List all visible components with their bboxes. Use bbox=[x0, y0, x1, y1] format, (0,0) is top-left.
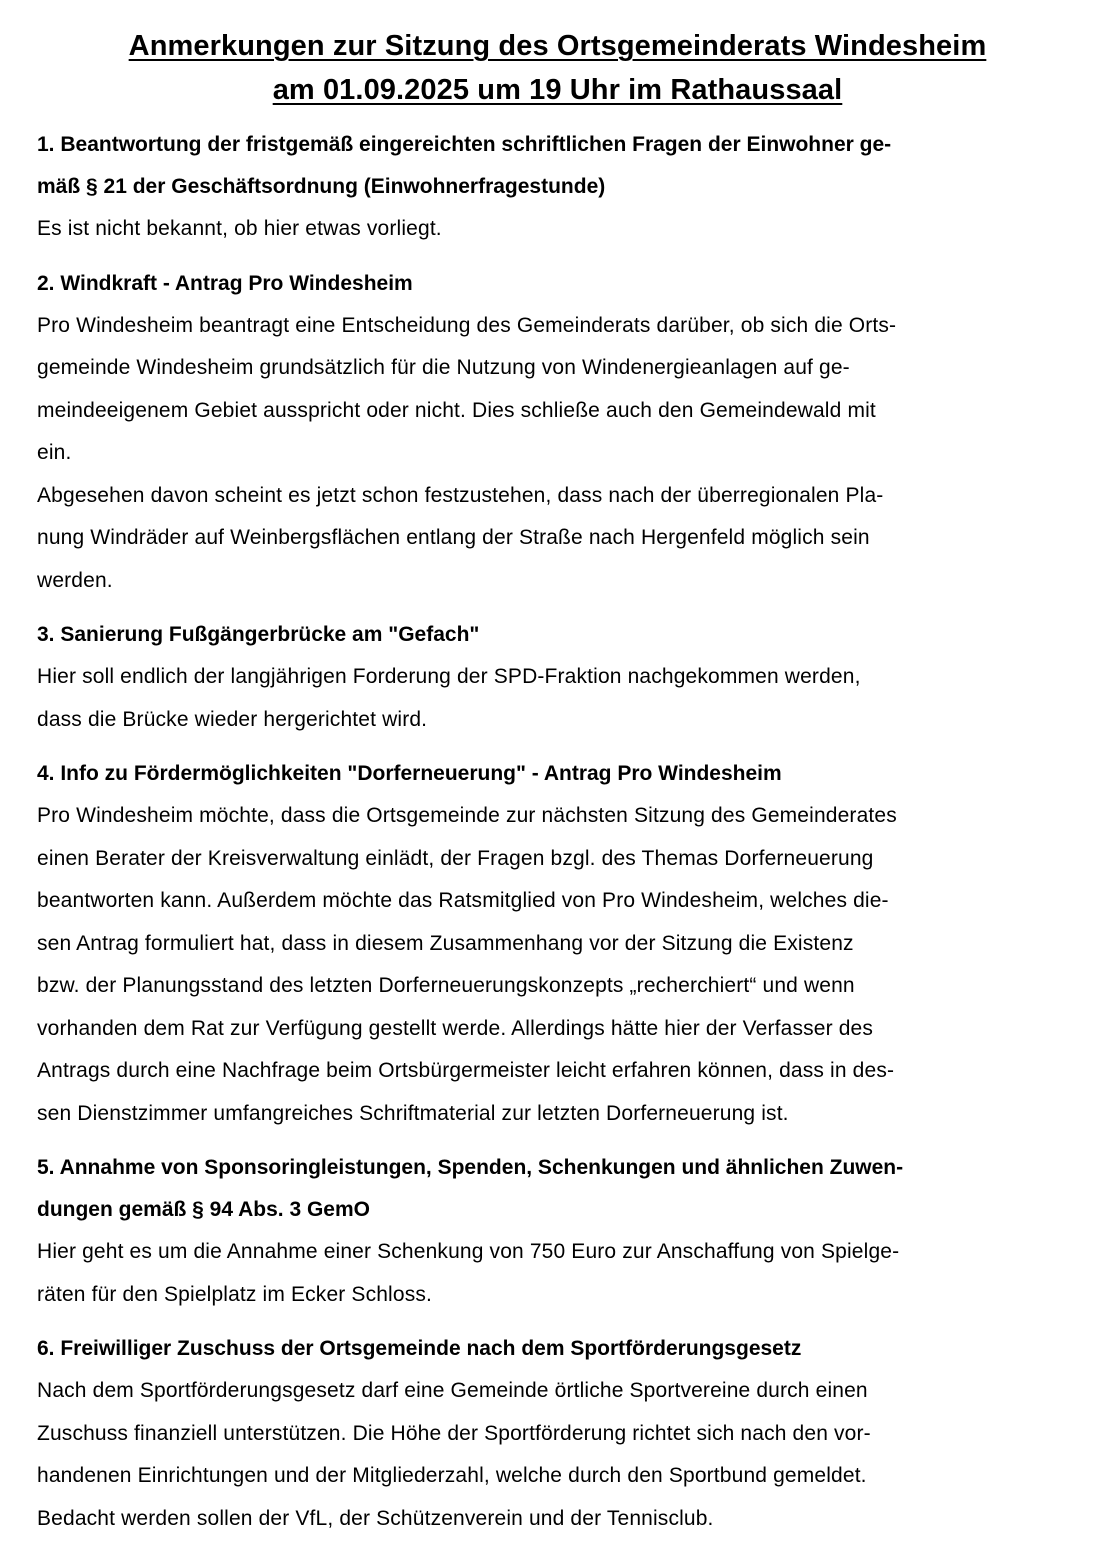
agenda-item-4 bbox=[37, 753, 1078, 1135]
body-line: handenen Einrichtungen und der Mitgliederzahl, welche durch den Sportbund gemeldet. bbox=[37, 1464, 867, 1487]
body-line: ein. bbox=[37, 441, 72, 464]
agenda-item-heading bbox=[37, 753, 1078, 795]
document-title bbox=[37, 24, 1078, 112]
body-line: Abgesehen davon scheint es jetzt schon festzustehen, dass nach der überregionalen Pla- bbox=[37, 483, 884, 507]
agenda-item-3 bbox=[37, 614, 1078, 741]
body-line: Nach dem Sportförderungsgesetz darf eine Gemeinde örtliche Sportvereine durch einen bbox=[37, 1379, 868, 1402]
heading-line: 3. Sanierung Fußgängerbrücke am "Gefach" bbox=[37, 623, 480, 646]
agenda-item-5 bbox=[37, 1147, 1078, 1316]
title-line-2: am 01.09.2025 um 19 Uhr im Rathaussaal bbox=[272, 74, 843, 106]
agenda-item-heading bbox=[37, 614, 1078, 656]
body-line: gemeinde Windesheim grundsätzlich für die Nutzung von Windenergieanlagen auf ge- bbox=[37, 356, 850, 379]
body-line: werden. bbox=[37, 568, 113, 592]
body-line: Hier geht es um die Annahme einer Schenkung von 750 Euro zur Anschaffung von Spielge- bbox=[37, 1240, 900, 1263]
body-line: Antrags durch eine Nachfrage beim Ortsbürgermeister leicht erfahren können, dass in des- bbox=[37, 1059, 895, 1082]
heading-line: mäß § 21 der Geschäftsordnung (Einwohnerfragestunde) bbox=[37, 175, 606, 198]
body-line: Es ist nicht bekannt, ob hier etwas vorliegt. bbox=[37, 217, 442, 240]
heading-line: 4. Info zu Fördermöglichkeiten "Dorferneuerung" - Antrag Pro Windesheim bbox=[37, 762, 782, 785]
body-line: Bedacht werden sollen der VfL, der Schützenverein und der Tennisclub. bbox=[37, 1506, 714, 1530]
body-line: nung Windräder auf Weinbergsflächen entlang der Straße nach Hergenfeld möglich sein bbox=[37, 526, 870, 549]
agenda-item-heading bbox=[37, 1147, 1078, 1231]
body-line: meindeeigenem Gebiet ausspricht oder nicht. Dies schließe auch den Gemeindewald mit bbox=[37, 398, 876, 422]
body-line: räten für den Spielplatz im Ecker Schloss. bbox=[37, 1282, 432, 1306]
body-line: sen Antrag formuliert hat, dass in diesem Zusammenhang vor der Sitzung die Existenz bbox=[37, 931, 854, 955]
heading-line: 1. Beantwortung der fristgemäß eingereichten schriftlichen Fragen der Einwohner ge- bbox=[37, 133, 892, 156]
body-line: Pro Windesheim beantragt eine Entscheidung des Gemeinderats darüber, ob sich die Orts- bbox=[37, 313, 897, 337]
body-line: Hier soll endlich der langjährigen Forderung der SPD-Fraktion nachgekommen werden, bbox=[37, 665, 861, 688]
body-line: beantworten kann. Außerdem möchte das Ratsmitglied von Pro Windesheim, welches die- bbox=[37, 889, 889, 912]
agenda-item-2 bbox=[37, 263, 1078, 603]
body-line: Pro Windesheim möchte, dass die Ortsgemeinde zur nächsten Sitzung des Gemeinderates bbox=[37, 804, 897, 827]
agenda-item-6 bbox=[37, 1328, 1078, 1540]
title-line-1: Anmerkungen zur Sitzung des Ortsgemeinderats Windesheim bbox=[128, 30, 987, 62]
agenda-item-heading bbox=[37, 124, 1078, 208]
heading-line: 6. Freiwilliger Zuschuss der Ortsgemeinde nach dem Sportförderungsgesetz bbox=[37, 1337, 802, 1360]
heading-line: 5. Annahme von Sponsoringleistungen, Spenden, Schenkungen und ähnlichen Zuwen- bbox=[37, 1156, 904, 1179]
body-line: bzw. der Planungsstand des letzten Dorferneuerungskonzepts „recherchiert“ und wenn bbox=[37, 974, 855, 997]
body-line: sen Dienstzimmer umfangreiches Schriftmaterial zur letzten Dorferneuerung ist. bbox=[37, 1101, 789, 1125]
agenda-item-heading bbox=[37, 1328, 1078, 1370]
heading-line: dungen gemäß § 94 Abs. 3 GemO bbox=[37, 1198, 370, 1221]
agenda-item-1 bbox=[37, 124, 1078, 251]
agenda-item-heading bbox=[37, 263, 1078, 305]
body-line: dass die Brücke wieder hergerichtet wird. bbox=[37, 707, 428, 731]
body-line: vorhanden dem Rat zur Verfügung gestellt werde. Allerdings hätte hier der Verfasser des bbox=[37, 1016, 874, 1040]
body-line: Zuschuss finanziell unterstützen. Die Höhe der Sportförderung richtet sich nach den vor- bbox=[37, 1421, 871, 1445]
heading-line: 2. Windkraft - Antrag Pro Windesheim bbox=[37, 271, 413, 295]
body-line: einen Berater der Kreisverwaltung einlädt, der Fragen bzgl. des Themas Dorferneuerung bbox=[37, 846, 874, 870]
